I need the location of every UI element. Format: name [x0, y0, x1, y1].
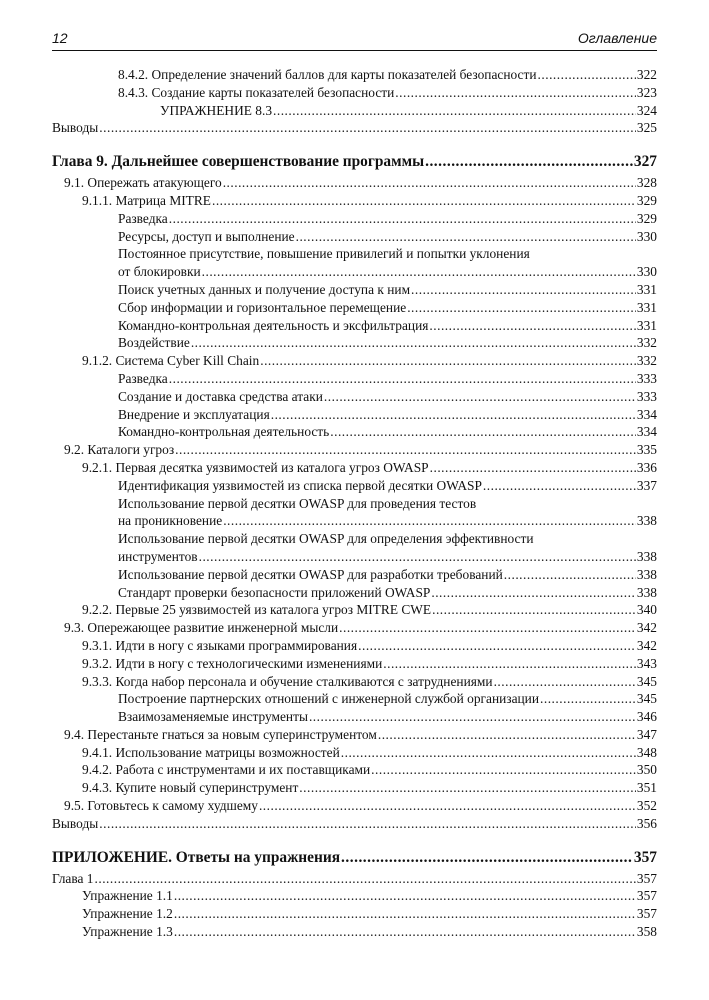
- toc-page-number: 335: [636, 442, 657, 458]
- toc-entry-title: 9.5. Готовьтесь к самому худшему: [64, 798, 258, 814]
- toc-page-number: 332: [636, 353, 657, 369]
- toc-entry-title: Постоянное присутствие, повышение привилегий и попытки уклонения: [118, 246, 530, 262]
- toc-entry-title: 9.1. Опережать атакующего: [64, 175, 222, 191]
- toc-entry-row: [64, 441, 657, 459]
- toc-entry: [52, 815, 657, 833]
- toc-page-number: 343: [636, 655, 657, 671]
- dot-leader: [411, 281, 636, 299]
- toc-entry-row: [82, 637, 657, 655]
- dot-leader: [378, 726, 636, 744]
- toc-page-number: 333: [636, 370, 657, 386]
- toc-entry-title: Упражнение 1.2: [82, 906, 173, 922]
- dot-leader: [175, 441, 636, 459]
- toc-entry-row: [118, 370, 657, 388]
- toc-entry-title: 8.4.2. Определение значений баллов для карты показателей безопасности: [118, 67, 537, 82]
- dot-leader: [191, 334, 636, 352]
- toc-entry-title: 9.3.3. Когда набор персонала и обучение сталкиваются с затруднениями: [82, 673, 493, 689]
- toc-entry: [52, 245, 657, 281]
- toc-entry-title-continuation: инструментов: [118, 548, 198, 564]
- toc-page-number: 330: [636, 228, 657, 244]
- dot-leader: [430, 459, 636, 477]
- toc-entry-row: [118, 281, 657, 299]
- toc-page-number: 330: [636, 264, 657, 280]
- toc-entry: [52, 388, 657, 406]
- dot-leader: [341, 744, 636, 762]
- toc-page-number: 357: [633, 848, 657, 866]
- toc-entry-title: 9.4.2. Работа с инструментами и их поставщиками: [82, 762, 371, 778]
- toc-entry-title-continuation: от блокировки: [118, 264, 201, 280]
- toc-entry: [52, 441, 657, 459]
- dot-leader: [432, 601, 636, 619]
- toc-page-number: 358: [636, 924, 657, 940]
- dot-leader: [259, 797, 636, 815]
- dot-leader: [299, 779, 636, 797]
- table-of-contents: [52, 66, 657, 941]
- toc-entry-row: [82, 761, 657, 779]
- toc-entry-row: [118, 512, 657, 530]
- dot-leader: [223, 174, 636, 192]
- toc-entry-title: Построение партнерских отношений с инженерной службой организации: [118, 691, 540, 707]
- dot-leader: [309, 708, 636, 726]
- dot-leader: [383, 655, 636, 673]
- toc-entry-row: [118, 406, 657, 424]
- toc-page-number: 345: [636, 673, 657, 689]
- toc-page-number: 345: [636, 691, 657, 707]
- toc-entry-row: [118, 84, 657, 102]
- toc-entry-row: [82, 655, 657, 673]
- dot-leader: [494, 673, 636, 691]
- toc-entry-row: [52, 847, 657, 868]
- toc-entry-title: 9.1.2. Система Cyber Kill Chain: [82, 353, 260, 369]
- dot-leader: [223, 512, 636, 530]
- toc-page-number: 329: [636, 192, 657, 208]
- toc-entry-row: [118, 423, 657, 441]
- dot-leader: [169, 370, 636, 388]
- toc-entry-title: 9.2.2. Первые 25 уязвимостей из каталога угроз MITRE CWE: [82, 602, 432, 618]
- toc-entry-title-continuation: на проникновение: [118, 513, 223, 529]
- toc-entry-title: Упражнение 1.1: [82, 888, 173, 904]
- toc-entry-row: [64, 174, 657, 192]
- toc-entry: [52, 690, 657, 708]
- toc-entry-title: 9.3.2. Идти в ногу с технологическими изменениями: [82, 655, 383, 671]
- toc-entry-title: Выводы: [52, 815, 99, 831]
- page-number: 12: [52, 30, 68, 46]
- toc-entry-row: [82, 779, 657, 797]
- toc-entry-row: [52, 815, 657, 833]
- toc-entry-row: [82, 459, 657, 477]
- toc-entry-title: Внедрение и эксплуатация: [118, 406, 270, 422]
- toc-page-number: 337: [636, 477, 657, 493]
- toc-page-number: 331: [636, 299, 657, 315]
- toc-entry-row: [64, 797, 657, 815]
- toc-entry: [52, 726, 657, 744]
- toc-entry-title: Ресурсы, доступ и выполнение: [118, 228, 295, 244]
- toc-entry-row: [52, 870, 657, 888]
- toc-page-number: 356: [636, 815, 657, 831]
- toc-entry: [52, 566, 657, 584]
- toc-entry-title: Упражнение 1.3: [82, 924, 173, 940]
- toc-entry-title: 8.4.3. Создание карты показателей безопасности: [118, 84, 395, 100]
- dot-leader: [174, 905, 636, 923]
- toc-entry: [52, 406, 657, 424]
- toc-entry-row: [118, 477, 657, 495]
- dot-leader: [199, 548, 636, 566]
- dot-leader: [407, 299, 636, 317]
- dot-leader: [174, 887, 636, 905]
- dot-leader: [212, 192, 636, 210]
- toc-entry: [52, 352, 657, 370]
- dot-leader: [202, 263, 636, 281]
- running-title: Оглавление: [577, 30, 657, 46]
- toc-entry-title: 9.3. Опережающее развитие инженерной мысли: [64, 620, 339, 636]
- toc-page-number: 333: [636, 388, 657, 404]
- toc-entry: [52, 905, 657, 923]
- toc-page-number: 336: [636, 459, 657, 475]
- toc-entry: [52, 281, 657, 299]
- toc-page-number: 338: [636, 548, 657, 564]
- dot-leader: [483, 477, 636, 495]
- toc-entry-title: Использование первой десятки OWASP для определения эффективности: [118, 531, 534, 547]
- toc-page-number: 334: [636, 424, 657, 440]
- toc-entry-title: 9.3.1. Идти в ногу с языками программирования: [82, 637, 358, 653]
- dot-leader: [99, 815, 636, 833]
- toc-entry-title: Создание и доставка средства атаки: [118, 388, 323, 404]
- dot-leader: [339, 619, 636, 637]
- toc-page-number: 347: [636, 726, 657, 742]
- dot-leader: [538, 66, 636, 84]
- dot-leader: [260, 352, 636, 370]
- toc-page-number: 331: [636, 317, 657, 333]
- dot-leader: [330, 423, 636, 441]
- dot-leader: [273, 102, 636, 120]
- spacer: [52, 137, 657, 151]
- toc-page-number: 348: [636, 744, 657, 760]
- toc-entry: [52, 459, 657, 477]
- toc-page-number: 357: [636, 870, 657, 886]
- toc-page-number: 327: [633, 153, 657, 171]
- toc-entry: [52, 797, 657, 815]
- toc-entry-title: 9.1.1. Матрица MITRE: [82, 192, 211, 208]
- toc-entry-row: [118, 548, 657, 566]
- toc-entry: [52, 317, 657, 335]
- dot-leader: [324, 388, 636, 406]
- dot-leader: [174, 923, 636, 941]
- toc-entry-row: [118, 690, 657, 708]
- toc-entry-title: Поиск учетных данных и получение доступа к ним: [118, 281, 411, 297]
- toc-entry-title: ПРИЛОЖЕНИЕ. Ответы на упражнения: [52, 848, 341, 866]
- toc-entry: [52, 334, 657, 352]
- toc-page-number: 325: [636, 120, 657, 136]
- toc-entry-title: 9.4.1. Использование матрицы возможностей: [82, 744, 340, 760]
- toc-page-number: 351: [636, 780, 657, 796]
- toc-entry-title: 9.4. Перестаньте гнаться за новым суперинструментом: [64, 726, 377, 742]
- toc-entry: [52, 102, 657, 120]
- dot-leader: [395, 84, 636, 102]
- toc-entry: [52, 66, 657, 84]
- toc-entry: [52, 584, 657, 602]
- toc-entry: [52, 119, 657, 137]
- toc-entry-row: [82, 744, 657, 762]
- toc-entry-title: Идентификация уязвимостей из списка первой десятки OWASP: [118, 477, 482, 493]
- toc-entry: [52, 655, 657, 673]
- toc-entry-title: 9.2. Каталоги угроз: [64, 442, 175, 458]
- toc-entry-title: Командно-контрольная деятельность и эксфильтрация: [118, 317, 429, 333]
- toc-page-number: 338: [636, 513, 657, 529]
- toc-page-number: 334: [636, 406, 657, 422]
- toc-page-number: 324: [636, 102, 657, 118]
- toc-entry-title: Сбор информации и горизонтальное перемещение: [118, 299, 407, 315]
- spacer: [52, 833, 657, 847]
- toc-entry-row: [118, 566, 657, 584]
- toc-entry-title: Стандарт проверки безопасности приложений OWASP: [118, 584, 431, 600]
- toc-entry-title: Разведка: [118, 370, 168, 386]
- toc-page-number: 342: [636, 637, 657, 653]
- toc-page-number: 331: [636, 281, 657, 297]
- dot-leader: [95, 870, 636, 888]
- toc-entry-row: [118, 66, 657, 84]
- dot-leader: [425, 151, 633, 172]
- toc-entry-row: [52, 119, 657, 137]
- toc-entry: [52, 530, 657, 566]
- toc-entry: [52, 477, 657, 495]
- toc-entry-title: Использование первой десятки OWASP для разработки требований: [118, 566, 503, 582]
- toc-entry-row: [82, 923, 657, 941]
- toc-chapter-entry: [52, 151, 657, 172]
- toc-entry-row: [118, 317, 657, 335]
- toc-entry: [52, 779, 657, 797]
- toc-entry: [52, 210, 657, 228]
- dot-leader: [540, 690, 636, 708]
- toc-page-number: 352: [636, 798, 657, 814]
- toc-entry-row: [118, 388, 657, 406]
- dot-leader: [504, 566, 636, 584]
- toc-entry-row: [82, 192, 657, 210]
- toc-entry-title: УПРАЖНЕНИЕ 8.3: [160, 102, 273, 118]
- toc-entry: [52, 673, 657, 691]
- toc-entry: [52, 192, 657, 210]
- toc-chapter-entry: [52, 847, 657, 868]
- toc-entry-row: [82, 673, 657, 691]
- toc-page-number: 346: [636, 709, 657, 725]
- toc-entry: [52, 619, 657, 637]
- toc-entry-title: Взаимозаменяемые инструменты: [118, 709, 308, 725]
- toc-entry: [52, 744, 657, 762]
- toc-entry: [52, 601, 657, 619]
- toc-entry-title: 9.4.3. Купите новый суперинструмент: [82, 780, 299, 796]
- toc-page-number: 328: [636, 175, 657, 191]
- toc-page-number: 329: [636, 210, 657, 226]
- toc-page-number: 322: [636, 67, 657, 82]
- toc-entry-title: Командно-контрольная деятельность: [118, 424, 330, 440]
- toc-entry-title: Воздействие: [118, 335, 190, 351]
- toc-page-number: 338: [636, 566, 657, 582]
- toc-entry: [52, 495, 657, 531]
- dot-leader: [341, 847, 633, 868]
- toc-entry: [52, 761, 657, 779]
- toc-entry-title: Использование первой десятки OWASP для проведения тестов: [118, 495, 477, 511]
- toc-entry-row: [82, 601, 657, 619]
- toc-entry-row: [52, 151, 657, 172]
- toc-entry-row: [82, 352, 657, 370]
- toc-entry: [52, 708, 657, 726]
- toc-page-number: 357: [636, 888, 657, 904]
- toc-page-number: 342: [636, 620, 657, 636]
- dot-leader: [99, 119, 636, 137]
- dot-leader: [271, 406, 636, 424]
- toc-entry-row: [64, 619, 657, 637]
- toc-entry-row: [118, 210, 657, 228]
- toc-entry: [52, 923, 657, 941]
- dot-leader: [431, 584, 636, 602]
- toc-entry-title: Глава 1: [52, 870, 94, 886]
- toc-entry: [52, 637, 657, 655]
- toc-entry-title: 9.2.1. Первая десятка уязвимостей из каталога угроз OWASP: [82, 459, 429, 475]
- dot-leader: [358, 637, 636, 655]
- dot-leader: [371, 761, 636, 779]
- toc-entry-row: [118, 334, 657, 352]
- dot-leader: [169, 210, 636, 228]
- toc-entry-title: Разведка: [118, 210, 168, 226]
- toc-entry-title: Выводы: [52, 120, 99, 136]
- toc-entry: [52, 423, 657, 441]
- toc-entry-row: [118, 708, 657, 726]
- toc-entry-row: [118, 584, 657, 602]
- toc-page-number: 338: [636, 584, 657, 600]
- dot-leader: [296, 228, 636, 246]
- toc-page-number: 357: [636, 906, 657, 922]
- toc-entry: [52, 84, 657, 102]
- toc-entry-row: [118, 228, 657, 246]
- toc-entry-title: Глава 9. Дальнейшее совершенствование программы: [52, 153, 425, 171]
- toc-page-number: 350: [636, 762, 657, 778]
- toc-entry-row: [118, 263, 657, 281]
- toc-page-number: 332: [636, 335, 657, 351]
- toc-entry-row: [118, 299, 657, 317]
- toc-entry: [52, 870, 657, 888]
- toc-entry-row: [82, 905, 657, 923]
- toc-entry: [52, 887, 657, 905]
- toc-entry: [52, 370, 657, 388]
- toc-entry-row: [82, 887, 657, 905]
- toc-entry-row: [64, 726, 657, 744]
- toc-entry: [52, 299, 657, 317]
- running-header: [52, 26, 657, 51]
- toc-page-number: 323: [636, 84, 657, 100]
- dot-leader: [429, 317, 636, 335]
- toc-entry: [52, 228, 657, 246]
- toc-page-number: 340: [636, 602, 657, 618]
- toc-entry: [52, 174, 657, 192]
- toc-entry-row: [160, 102, 657, 120]
